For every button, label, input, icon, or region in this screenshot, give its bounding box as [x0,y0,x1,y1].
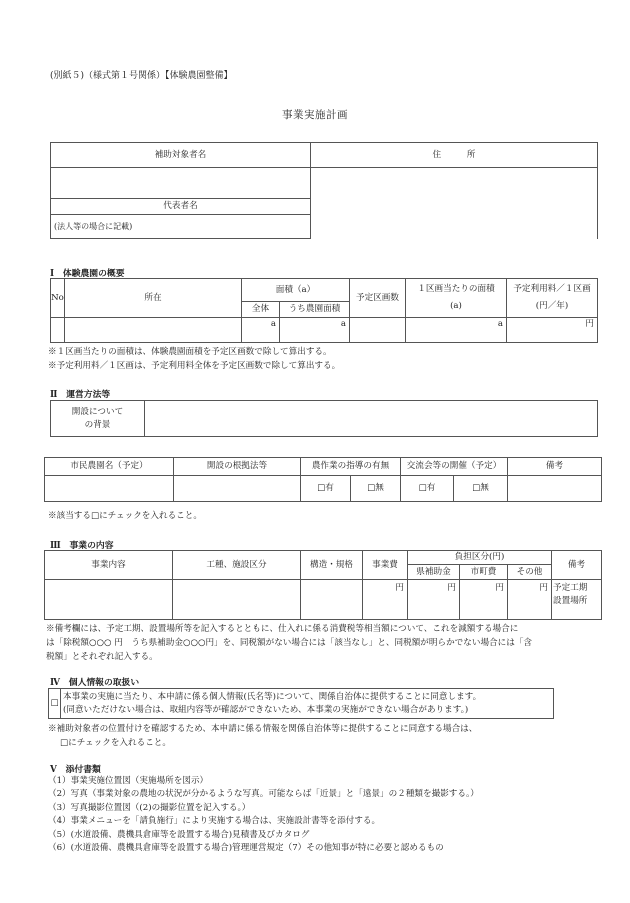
area-total-field[interactable] [242,318,280,343]
attachment-item: （3）写真撮影位置図（(2)の撮影位置を記入する。） [48,802,251,813]
area-farm-field[interactable] [280,318,350,343]
unit-yen: 円 [585,319,594,329]
section-1-heading: Ⅰ 体験農園の概要 [50,269,125,279]
section-4-note-2: □にチェックを入れること。 [60,738,171,748]
col-pref-subsidy: 県補助金 [408,565,460,580]
no-field[interactable] [51,318,65,343]
col-remarks: 備考 [508,458,602,476]
remarks-schedule: 予定工期 [553,583,588,593]
col-area-total: 全体 [242,302,280,318]
consent-checkbox[interactable]: □ [49,689,61,719]
section-5-heading: Ⅴ 添付書類 [50,765,101,775]
col-plot-area-line2: (a) [450,301,462,311]
work-type-field[interactable] [173,580,301,620]
plots-field[interactable] [350,318,406,343]
remarks-location: 設置場所 [553,596,588,606]
cost-field[interactable] [363,580,408,620]
col-city-cost: 市町費 [460,565,508,580]
representative-note: (法人等の場合に記載) [54,221,133,231]
col-other: その他 [508,565,552,580]
section-3-note-line: は「除税額○○○ 円 うち県補助金○○○円」を、同税額がない場合には「該当なし」と、同税額が明らかでない場合には「含 [46,638,533,648]
col-exchange: 交流会等の開催（予定） [401,458,508,476]
col-area: 面積（a） [242,279,350,302]
operation-table [44,457,602,502]
unit-yen: 円 [495,583,504,593]
col-no: No [51,279,65,318]
garden-name-field[interactable] [45,476,174,502]
col-structure: 構造・規格 [301,551,363,580]
section-3-note-line: ※備考欄には、予定工期、設置場所等を記入するとともに、仕入れに係る消費税等相当額について、これを減額する場合に [46,624,519,634]
col-legal-basis: 開設の根拠法等 [174,458,301,476]
col-plots: 予定区画数 [350,279,406,318]
attachment-list [48,775,479,855]
representative-field[interactable] [51,215,311,239]
col-guidance: 農作業の指導の有無 [301,458,401,476]
pref-subsidy-field[interactable] [408,580,460,620]
guidance-yes-checkbox[interactable]: □有 [301,476,351,502]
section-1-note-1: ※１区画当たりの面積は、体験農園面積を予定区画数で除して算出する。 [48,347,332,357]
target-name-field[interactable] [51,168,311,199]
background-label-line1: 開設について [71,406,124,417]
unit-yen: 円 [539,583,549,593]
location-field[interactable] [65,318,242,343]
exchange-yes-checkbox[interactable]: □有 [401,476,454,502]
col-location: 所在 [65,279,242,318]
section-3-heading: Ⅲ 事業の内容 [50,541,114,551]
other-field[interactable] [508,580,552,620]
plot-area-field[interactable] [406,318,507,343]
section-4-heading: Ⅳ 個人情報の取扱い [50,678,140,688]
col-cost: 事業費 [363,551,408,580]
applicant-table [50,142,598,239]
city-cost-field[interactable] [460,580,508,620]
background-table [50,400,598,437]
unit-a: a [340,319,346,329]
col-fee-line1: 予定利用料／１区画 [513,284,591,295]
col-content: 事業内容 [45,551,173,580]
remarks-field[interactable] [508,476,602,502]
background-field[interactable] [145,401,598,437]
unit-a: a [270,319,276,329]
section-2-note: ※該当する□にチェックを入れること。 [48,511,202,521]
section-4-note-1: ※補助対象者の位置付けを確認するため、本申請に係る情報を関係自治体等に提供することに同意する場合は、 [48,724,478,734]
section-2-heading: Ⅱ 運営方法等 [50,390,111,400]
attachment-item: （4）事業メニューを「請負施行」により実施する場合は、実施設計書等を添付する。 [48,816,381,827]
form-header-note: (別紙５)（様式第１号関係）【体験農園整備】 [50,71,233,81]
col-area-farm: うち農園面積 [280,302,350,318]
consent-text [61,689,554,719]
representative-label: 代表者名 [51,199,311,215]
consent-line-1: 本事業の実施に当たり、本申請に係る個人情報(氏名等)について、関係自治体に提供することに同意します。 [63,691,482,702]
attachment-item: （2）写真（事業対象の農地の状況が分かるような写真。可能ならば「近景」と「遠景」の２種類を撮影する。） [48,789,479,800]
exchange-no-checkbox[interactable]: □無 [454,476,508,502]
section-3-note [46,622,612,664]
col-remarks-3: 備考 [552,551,602,580]
content-field[interactable] [45,580,173,620]
background-label [51,401,145,437]
attachment-item: （1）事業実施位置図（実施場所を図示） [48,776,209,786]
col-fee [507,279,598,318]
col-garden-name: 市民農園名（予定） [45,458,174,476]
target-name-label: 補助対象者名 [51,143,311,168]
farm-overview-table [50,278,598,343]
col-plot-area-line1: １区画当たりの面積 [417,284,495,295]
attachment-item: （6）(水道設備、農機具倉庫等を設置する場合)管理運営規定（7）その他知事が特に必要と認めるもの [48,843,444,854]
guidance-no-checkbox[interactable]: □無 [351,476,401,502]
col-burden: 負担区分(円) [408,551,552,565]
section-3-note-line: 税額」とそれぞれ記入する。 [46,652,158,662]
unit-yen: 円 [447,583,456,593]
col-fee-line2: (円／年) [535,301,569,311]
col-work-type: 工種、施設区分 [173,551,301,580]
address-field[interactable] [311,168,598,239]
attachment-item: （5）(水道設備、農機具倉庫等を設置する場合)見積書及びカタログ [48,829,310,840]
col-plot-area [406,279,507,318]
legal-basis-field[interactable] [174,476,301,502]
project-content-table [44,550,602,620]
section-1-note-2: ※予定利用料／１区画は、予定利用料全体を予定区画数で除して算出する。 [48,361,341,371]
unit-a: a [497,319,503,329]
fee-field[interactable] [507,318,598,343]
unit-yen: 円 [395,583,404,593]
remarks-3-field[interactable] [552,580,602,620]
page-title: 事業実施計画 [282,109,348,121]
background-label-line2: の背景 [84,419,111,430]
consent-line-2: (同意いただけない場合は、取組内容等が確認ができないため、本事業の実施ができない場合があります。) [63,704,469,715]
structure-field[interactable] [301,580,363,620]
consent-table [48,688,554,719]
address-label: 住 所 [311,143,598,168]
